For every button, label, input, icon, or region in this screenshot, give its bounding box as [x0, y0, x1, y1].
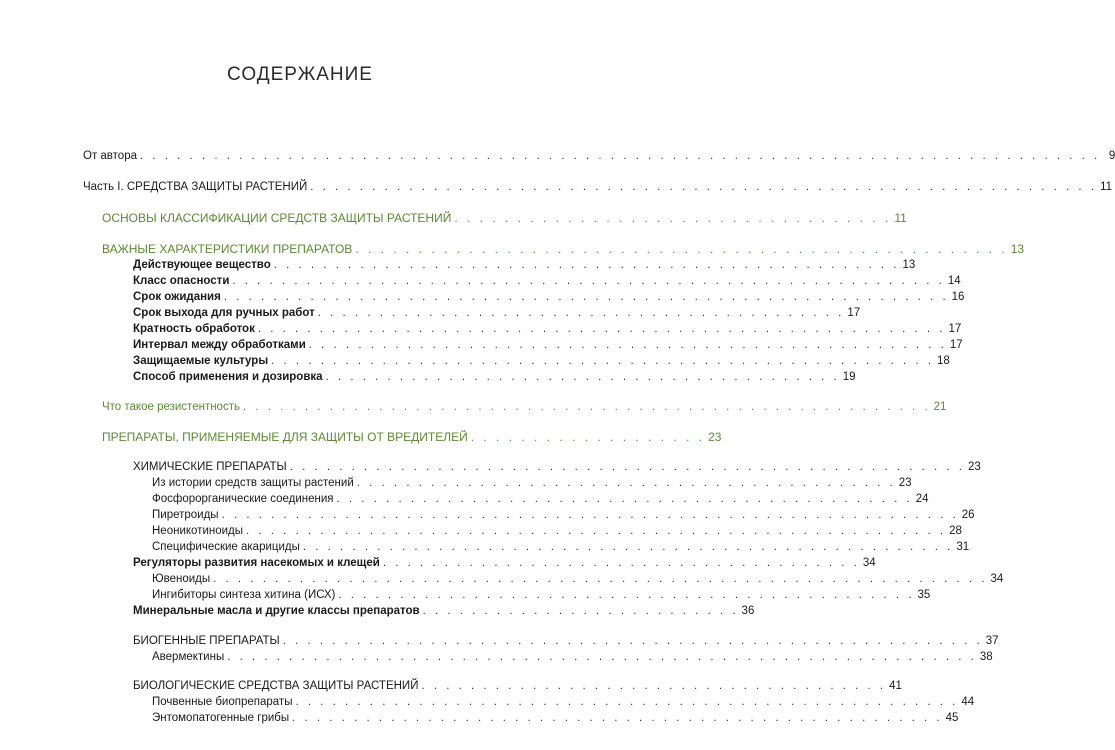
toc-page-number: 34 — [990, 573, 1004, 585]
dot-leader: . . . . . . . . . . . . . . . . . . . . . . . . . . . . . . . . . . . . . . . . . . . . . . . . . . . . . . — [295, 696, 959, 708]
dot-leader: . . . . . . . . . . . . . . . . . . . . . . . . . . . . . . . . . . . . . . . . . . . . . . . . . . . . . . . . — [242, 401, 931, 413]
toc-entry-label: Энтомопатогенные грибы — [152, 712, 290, 724]
toc-page-number: 21 — [933, 401, 947, 413]
toc-entry-label: Класс опасности — [133, 275, 230, 287]
toc-page-number: 23 — [898, 477, 912, 489]
dot-leader: . . . . . . . . . . . . . . . . . . . . . . . . . . . . . . . . . . . . . . . . . . . . . . . . . . . . . . . . . — [282, 635, 983, 647]
toc-entry-pyrethroids[interactable] — [152, 508, 975, 522]
toc-page-number: 36 — [741, 605, 755, 617]
toc-page-number: 24 — [915, 493, 929, 505]
toc-entry-label: Регуляторы развития насекомых и клещей — [133, 557, 380, 569]
toc-entry-label: Почвенные биопрепараты — [152, 696, 293, 708]
toc-entry-label: Пиретроиды — [152, 509, 219, 521]
toc-entry-neonicotinoids[interactable] — [152, 524, 962, 538]
toc-entry-label: ОСНОВЫ КЛАССИФИКАЦИИ СРЕДСТВ ЗАЩИТЫ РАСТЕНИЙ — [102, 211, 452, 225]
toc-page-number: 23 — [967, 461, 981, 473]
toc-entry-mineral-oils[interactable] — [133, 604, 755, 618]
toc-entry-soil-biopreparations[interactable] — [152, 695, 975, 709]
dot-leader: . . . . . . . . . . . . . . . . . . . . . . . . . . . . . . . . . . . . . . . . . . . . — [356, 477, 896, 489]
toc-entry-biogenic[interactable] — [133, 634, 999, 648]
dot-leader: . . . . . . . . . . . . . . . . . . . . . . . . . . . . . . . . . . . . . . — [421, 680, 887, 692]
dot-leader: . . . . . . . . . . . . . . . . . . . . . . . . . . . . . . . . . . . . . . . . . . . . . . . . . . . . . . . — [289, 461, 965, 473]
toc-entry-chemical[interactable] — [133, 460, 981, 474]
toc-page-number: 9 — [1108, 150, 1115, 162]
toc-entry-label: ПРЕПАРАТЫ, ПРИМЕНЯЕМЫЕ ДЛЯ ЗАЩИТЫ ОТ ВРЕДИТЕЛЕЙ — [102, 430, 468, 444]
toc-entry-label: Минеральные масла и другие классы препаратов — [133, 605, 420, 617]
toc-page-number: 38 — [979, 651, 993, 663]
dot-leader: . . . . . . . . . . . . . . . . . . . . . . . . . . . . . . . . . . . . . . . . . . . . . . . . . . . . . — [292, 712, 943, 724]
toc-page-number: 13 — [1010, 242, 1025, 256]
toc-page-number: 17 — [948, 323, 962, 335]
toc-entry-label: Ингибиторы синтеза хитина (ИСХ) — [152, 589, 336, 601]
toc-entry-from-author[interactable] — [83, 149, 1115, 163]
toc-page-number: 28 — [949, 525, 962, 537]
dot-leader: . . . . . . . . . . . . . . . . . . . . . . . . . . . . . . . . . . . . . . . . . . . . . . . . . . . . . — [302, 541, 954, 553]
toc-entry-biological[interactable] — [133, 679, 902, 693]
toc-entry-growth-regulators[interactable] — [133, 556, 876, 570]
toc-entry-label: Способ применения и дозировка — [133, 371, 323, 383]
toc-page-number: 19 — [842, 371, 856, 383]
toc-entry-label: Интервал между обработками — [133, 339, 306, 351]
dot-leader: . . . . . . . . . . . . . . . . . . . . . . . . . . . . . . . . . . . . . . . . . . . . . . . . . . . . . . . . — [257, 323, 946, 335]
dot-leader: . . . . . . . . . . . . . . . . . . . . . . . . . . . . . . . . . . . . . . . . . . . . . . . . . . . . — [308, 339, 947, 351]
toc-entry-resistance[interactable] — [102, 400, 947, 414]
toc-entry-label: БИОГЕННЫЕ ПРЕПАРАТЫ — [133, 635, 280, 647]
toc-entry-hazard-class[interactable] — [133, 274, 961, 288]
toc-page-number: 17 — [847, 307, 861, 319]
toc-entry-treatment-frequency[interactable] — [133, 322, 962, 336]
toc-page-number: 37 — [985, 635, 999, 647]
toc-entry-active-substance[interactable] — [133, 258, 916, 272]
toc-page-number: 44 — [961, 696, 975, 708]
toc-page-number: 18 — [937, 355, 950, 367]
toc-entry-label: Из истории средств защиты растений — [152, 477, 354, 489]
toc-entry-label: Специфические акарициды — [152, 541, 300, 553]
toc-page-number: 13 — [902, 259, 916, 271]
dot-leader: . . . . . . . . . . . . . . . . . . . . . . . . . . . . . . . . . . . . . . . . . . . . . . . . . . . . . . . . . . — [232, 275, 945, 287]
dot-leader: . . . . . . . . . . . . . . . . . . . . . . . . . . . . . . . . . . . . . . . . . . . . . . . — [338, 589, 915, 601]
toc-entry-juvenoids[interactable] — [152, 572, 1004, 586]
toc-entry-part-1[interactable] — [83, 180, 1113, 194]
toc-entry-label: От автора — [83, 150, 137, 162]
dot-leader: . . . . . . . . . . . . . . . . . . . . . . . . . . . . . . . . . . . . . . . — [382, 557, 860, 569]
toc-entry-pest-products[interactable] — [102, 430, 722, 444]
toc-page-number: 34 — [862, 557, 876, 569]
dot-leader: . . . . . . . . . . . . . . . . . . . . . . . . . . . . . . . . . . . . . . . . . . . . . . . . . . . . . . . . . . . . . — [227, 651, 977, 663]
toc-entry-label: Что такое резистентность — [102, 401, 240, 413]
dot-leader: . . . . . . . . . . . . . . . . . . . . . . . . . . . . . . . . . . . . . . . . . . . . . . . . . . . . . . — [271, 355, 935, 367]
page-title: СОДЕРЖАНИЕ — [227, 64, 373, 85]
toc-entry-label: Защищаемые культуры — [133, 355, 269, 367]
toc-entry-acaricides[interactable] — [152, 540, 970, 554]
toc-entry-label: Фосфорорганические соединения — [152, 493, 334, 505]
toc-page-number: 17 — [949, 339, 963, 351]
toc-entry-label: Часть I. СРЕДСТВА ЗАЩИТЫ РАСТЕНИЙ — [83, 181, 308, 193]
dot-leader: . . . . . . . . . . . . . . . . . . . . . . . . . . . . . . . . . . . . . . . . . . . . . . . . . . . . . . . . . — [246, 525, 947, 537]
toc-page-number: 35 — [917, 589, 931, 601]
toc-page-number: 11 — [1100, 181, 1113, 193]
dot-leader: . . . . . . . . . . . . . . . . . . . . . . . . . . . . . . . . . . . . . . . . . . . . . . . . . . . — [273, 259, 900, 271]
toc-page-number: 45 — [945, 712, 959, 724]
toc-entry-label: Авермектины — [152, 651, 225, 663]
toc-page-number: 41 — [889, 680, 902, 692]
dot-leader: . . . . . . . . . . . . . . . . . . . . . . . . . . . . . . . . . . . . . . . . . . . . . . . . . . . . . . . . . . . . — [221, 509, 959, 521]
toc-entry-treatment-interval[interactable] — [133, 338, 963, 352]
toc-entry-application-method[interactable] — [133, 370, 856, 384]
toc-entry-label: Действующее вещество — [133, 259, 271, 271]
toc-entry-entomopathogenic-fungi[interactable] — [152, 711, 959, 725]
dot-leader: . . . . . . . . . . . . . . . . . . . . . . . . . . . . . . . . . . . . . . . . . . . — [317, 307, 845, 319]
toc-entry-waiting-period[interactable] — [133, 290, 965, 304]
toc-page-number: 26 — [961, 509, 975, 521]
toc-entry-label: Кратность обработок — [133, 323, 255, 335]
toc-entry-label: Срок ожидания — [133, 291, 221, 303]
toc-entry-protected-crops[interactable] — [133, 354, 950, 368]
dot-leader: . . . . . . . . . . . . . . . . . . . . . . . . . . . . . . . . . . . . . . . . . . . . . . . . . . . . . . . . . . . — [223, 291, 949, 303]
toc-entry-label: Ювеноиды — [152, 573, 211, 585]
toc-entry-organophosphates[interactable] — [152, 492, 929, 506]
dot-leader: . . . . . . . . . . . . . . . . . . . . . . . . . . . . . . . . . . . . . . . . . . . . . . . — [336, 493, 913, 505]
toc-entry-characteristics[interactable] — [102, 242, 1025, 256]
toc-entry-label: Срок выхода для ручных работ — [133, 307, 315, 319]
dot-leader: . . . . . . . . . . . . . . . . . . . . . . . . . . . . . . . . . . . . . . . . . . . . . . . . . . . . . . . . . . . . . . . . — [310, 181, 1098, 193]
toc-entry-history[interactable] — [152, 476, 912, 490]
dot-leader: . . . . . . . . . . . . . . . . . . . . . . . . . . . . . . . . . . . — [454, 211, 892, 225]
dot-leader: . . . . . . . . . . . . . . . . . . . — [470, 430, 706, 444]
toc-entry-label: Неоникотиноиды — [152, 525, 244, 537]
toc-entry-classification[interactable] — [102, 211, 907, 225]
toc-entry-avermectins[interactable] — [152, 650, 993, 664]
toc-page-number: 31 — [956, 541, 970, 553]
dot-leader: . . . . . . . . . . . . . . . . . . . . . . . . . . . . . . . . . . . . . . . . . . . . . . . . . . . . — [355, 242, 1008, 256]
toc-page-number: 14 — [947, 275, 961, 287]
toc-entry-label: ХИМИЧЕСКИЕ ПРЕПАРАТЫ — [133, 461, 287, 473]
toc-entry-label: БИОЛОГИЧЕСКИЕ СРЕДСТВА ЗАЩИТЫ РАСТЕНИЙ — [133, 680, 419, 692]
toc-page-number: 16 — [951, 291, 965, 303]
toc-page-number: 11 — [894, 211, 907, 225]
dot-leader: . . . . . . . . . . . . . . . . . . . . . . . . . . . . . . . . . . . . . . . . . . — [325, 371, 840, 383]
dot-leader: . . . . . . . . . . . . . . . . . . . . . . . . . . — [422, 605, 739, 617]
dot-leader: . . . . . . . . . . . . . . . . . . . . . . . . . . . . . . . . . . . . . . . . . . . . . . . . . . . . . . . . . . . . . . . — [213, 573, 988, 585]
toc-page-number: 23 — [708, 430, 722, 444]
toc-entry-label: ВАЖНЫЕ ХАРАКТЕРИСТИКИ ПРЕПАРАТОВ — [102, 242, 353, 256]
dot-leader: . . . . . . . . . . . . . . . . . . . . . . . . . . . . . . . . . . . . . . . . . . . . . . . . . . . . . . . . . . . . . . . . . . . . . . . . . . . . . . — [140, 150, 1101, 162]
toc-entry-manual-work[interactable] — [133, 306, 861, 320]
toc-entry-chitin-inhibitors[interactable] — [152, 588, 931, 602]
